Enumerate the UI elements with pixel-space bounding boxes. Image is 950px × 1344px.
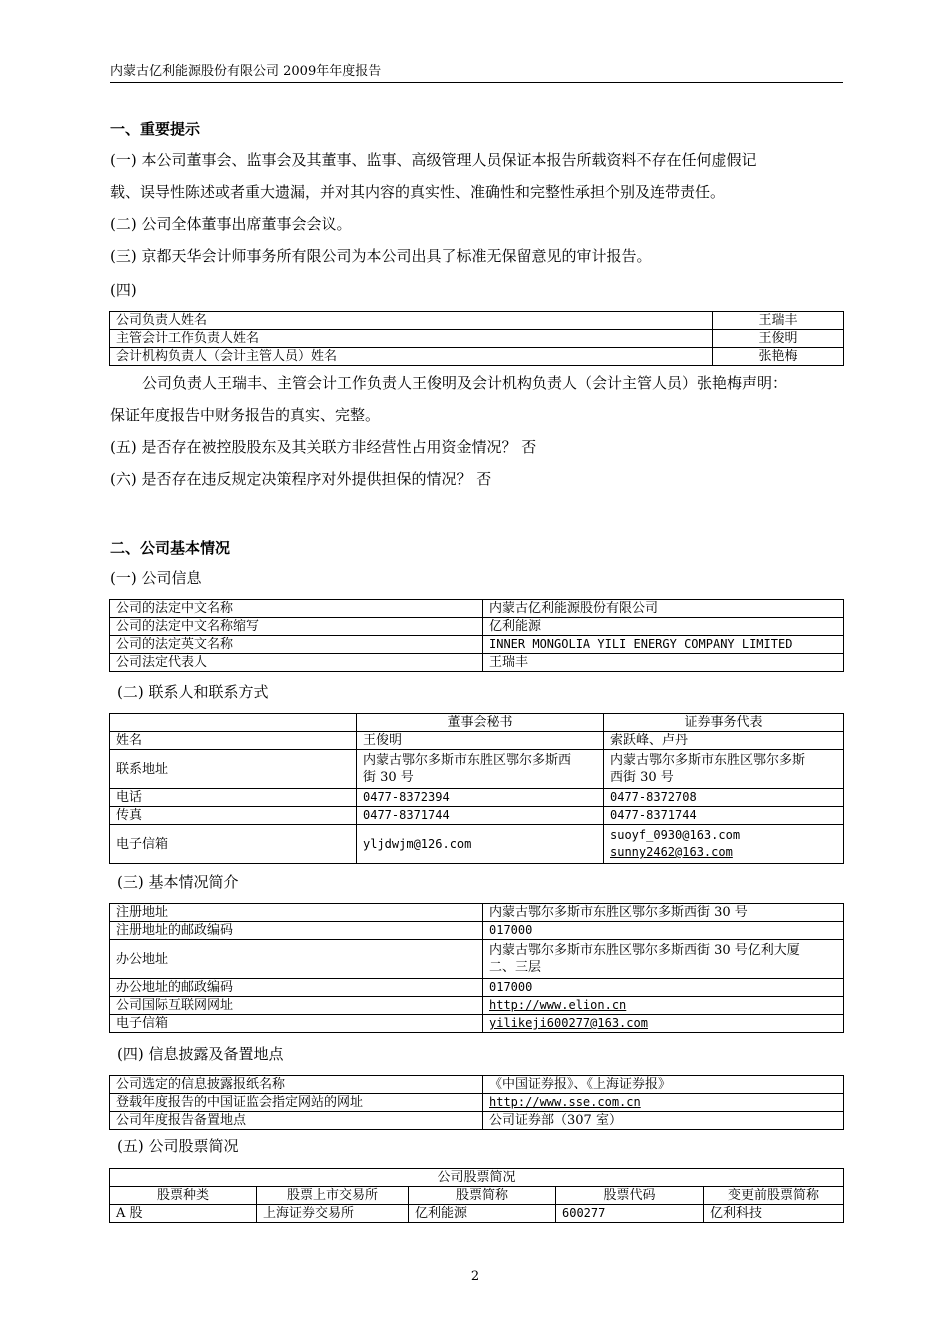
address-line: 内蒙古鄂尔多斯市东胜区鄂尔多斯西 xyxy=(363,753,572,768)
table-cell xyxy=(604,825,844,864)
table-row xyxy=(110,789,844,807)
address-line: 内蒙古鄂尔多斯市东胜区鄂尔多斯 xyxy=(610,753,806,768)
table-header-cell: 股票代码 xyxy=(556,1187,704,1205)
table-row xyxy=(110,348,844,366)
table-cell xyxy=(483,997,844,1015)
table-cell: 0477-8372394 xyxy=(357,789,604,807)
table-cell: 电子信箱 xyxy=(110,1015,483,1033)
table-cell: 公司的法定中文名称缩写 xyxy=(110,618,483,636)
responsible-persons-table xyxy=(109,311,844,366)
table-cell: 公司国际互联网网址 xyxy=(110,997,483,1015)
table-cell: 王瑞丰 xyxy=(713,312,844,330)
contacts-table xyxy=(109,713,844,864)
para-4: (四) xyxy=(110,281,137,299)
stock-table xyxy=(109,1168,844,1223)
table-row xyxy=(110,600,844,618)
table-row xyxy=(110,654,844,672)
table-cell xyxy=(357,750,604,789)
table-cell: 017000 xyxy=(483,922,844,940)
address-line: 街 30 号 xyxy=(363,770,414,785)
table-row xyxy=(110,1205,844,1223)
table-cell: 600277 xyxy=(556,1205,704,1223)
para-1b: 载、误导性陈述或者重大遗漏，并对其内容的真实性、准确性和完整性承担个别及连带责任。 xyxy=(110,183,726,201)
table-cell: 017000 xyxy=(483,979,844,997)
table-cell: 王瑞丰 xyxy=(483,654,844,672)
table-cell: 公司法定代表人 xyxy=(110,654,483,672)
table-row xyxy=(110,618,844,636)
para-3: (三) 京都天华会计师事务所有限公司为本公司出具了标准无保留意见的审计报告。 xyxy=(110,247,652,265)
table-cell: 联系地址 xyxy=(110,750,357,789)
table-cell xyxy=(604,750,844,789)
table-header-cell: 股票简称 xyxy=(409,1187,556,1205)
table-cell: yljdwjm@126.com xyxy=(357,825,604,864)
table-row xyxy=(110,732,844,750)
table-row xyxy=(110,714,844,732)
page-header: 内蒙古亿利能源股份有限公司 2009年年度报告 xyxy=(110,60,843,83)
table-cell: 注册地址的邮政编码 xyxy=(110,922,483,940)
table-cell: 公司负责人姓名 xyxy=(110,312,713,330)
table-cell: 《中国证券报》、《上海证券报》 xyxy=(483,1076,844,1094)
table-header-cell: 变更前股票简称 xyxy=(704,1187,844,1205)
address-line: 二、三层 xyxy=(489,960,542,975)
table-cell: 上海证券交易所 xyxy=(257,1205,409,1223)
table-cell: A 股 xyxy=(110,1205,257,1223)
table-cell: 公司年度报告备置地点 xyxy=(110,1112,483,1130)
subsection-5: (五) 公司股票简况 xyxy=(117,1137,239,1155)
table-row xyxy=(110,750,844,789)
subsection-3: (三) 基本情况简介 xyxy=(117,873,239,891)
table-row xyxy=(110,312,844,330)
table-row xyxy=(110,922,844,940)
section-1-title: 一、重要提示 xyxy=(110,120,201,138)
table-cell: 传真 xyxy=(110,807,357,825)
subsection-1: (一) 公司信息 xyxy=(110,569,202,587)
section-2-title: 二、公司基本情况 xyxy=(110,539,231,557)
table-cell: 亿利能源 xyxy=(409,1205,556,1223)
table-cell: 0477-8371744 xyxy=(357,807,604,825)
table-cell: 内蒙古鄂尔多斯市东胜区鄂尔多斯西街 30 号 xyxy=(483,904,844,922)
basic-info-table xyxy=(109,903,844,1033)
table-cell: 公司选定的信息披露报纸名称 xyxy=(110,1076,483,1094)
table-row xyxy=(110,904,844,922)
table-row xyxy=(110,979,844,997)
table-cell: 会计机构负责人（会计主管人员）姓名 xyxy=(110,348,713,366)
table-cell: 0477-8372708 xyxy=(604,789,844,807)
table-row xyxy=(110,1015,844,1033)
table-cell xyxy=(110,714,357,732)
table-cell: 张艳梅 xyxy=(713,348,844,366)
table-cell xyxy=(483,1015,844,1033)
table-cell: 公司的法定英文名称 xyxy=(110,636,483,654)
page-number: 2 xyxy=(470,1269,480,1284)
table-row xyxy=(110,1169,844,1187)
email-link[interactable]: sunny2462@163.com xyxy=(610,845,733,859)
email-link[interactable]: yilikeji600277@163.com xyxy=(489,1016,648,1030)
table-cell: 亿利科技 xyxy=(704,1205,844,1223)
address-line: 西街 30 号 xyxy=(610,770,674,785)
para-5a: 公司负责人王瑞丰、主管会计工作负责人王俊明及会计机构负责人（会计主管人员）张艳梅声明： xyxy=(142,374,788,392)
disclosure-table xyxy=(109,1075,844,1130)
website-link[interactable]: http://www.elion.cn xyxy=(489,998,627,1012)
table-cell: 注册地址 xyxy=(110,904,483,922)
table-cell: 王俊明 xyxy=(357,732,604,750)
table-row xyxy=(110,636,844,654)
table-cell: 电子信箱 xyxy=(110,825,357,864)
para-7: (六) 是否存在违反规定决策程序对外提供担保的情况？ 否 xyxy=(110,470,492,488)
subsection-2: (二) 联系人和联系方式 xyxy=(117,683,269,701)
table-cell: 公司的法定中文名称 xyxy=(110,600,483,618)
subsection-4: (四) 信息披露及备置地点 xyxy=(117,1045,284,1063)
table-row xyxy=(110,825,844,864)
table-cell: 0477-8371744 xyxy=(604,807,844,825)
table-header-cell: 股票种类 xyxy=(110,1187,257,1205)
table-cell: 姓名 xyxy=(110,732,357,750)
table-cell: 亿利能源 xyxy=(483,618,844,636)
para-2: (二) 公司全体董事出席董事会会议。 xyxy=(110,215,352,233)
table-cell: 内蒙古亿利能源股份有限公司 xyxy=(483,600,844,618)
para-1a: (一) 本公司董事会、监事会及其董事、监事、高级管理人员保证本报告所载资料不存在任何虚假记 xyxy=(110,151,757,169)
table-row xyxy=(110,997,844,1015)
company-info-table xyxy=(109,599,844,672)
table-cell: 证券事务代表 xyxy=(604,714,844,732)
table-row xyxy=(110,1094,844,1112)
table-title-cell: 公司股票简况 xyxy=(110,1169,844,1187)
website-link[interactable]: http://www.sse.com.cn xyxy=(489,1095,641,1109)
table-cell xyxy=(483,1094,844,1112)
table-cell: INNER MONGOLIA YILI ENERGY COMPANY LIMITED xyxy=(483,636,844,654)
table-cell: 办公地址 xyxy=(110,940,483,979)
email-link[interactable]: suoyf_0930@163.com xyxy=(610,828,741,842)
table-cell: 电话 xyxy=(110,789,357,807)
table-cell xyxy=(483,940,844,979)
table-cell: 索跃峰、卢丹 xyxy=(604,732,844,750)
table-row xyxy=(110,1076,844,1094)
table-row xyxy=(110,1112,844,1130)
table-cell: 王俊明 xyxy=(713,330,844,348)
table-cell: 公司证券部（307 室） xyxy=(483,1112,844,1130)
address-line: 内蒙古鄂尔多斯市东胜区鄂尔多斯西街 30 号亿利大厦 xyxy=(489,943,800,958)
table-cell: 登载年度报告的中国证监会指定网站的网址 xyxy=(110,1094,483,1112)
table-cell: 主管会计工作负责人姓名 xyxy=(110,330,713,348)
table-row xyxy=(110,807,844,825)
table-row xyxy=(110,940,844,979)
table-cell: 办公地址的邮政编码 xyxy=(110,979,483,997)
table-cell: 董事会秘书 xyxy=(357,714,604,732)
table-row xyxy=(110,1187,844,1205)
table-row xyxy=(110,330,844,348)
table-header-cell: 股票上市交易所 xyxy=(257,1187,409,1205)
para-6: (五) 是否存在被控股股东及其关联方非经营性占用资金情况？ 否 xyxy=(110,438,537,456)
para-5b: 保证年度报告中财务报告的真实、完整。 xyxy=(110,406,381,424)
